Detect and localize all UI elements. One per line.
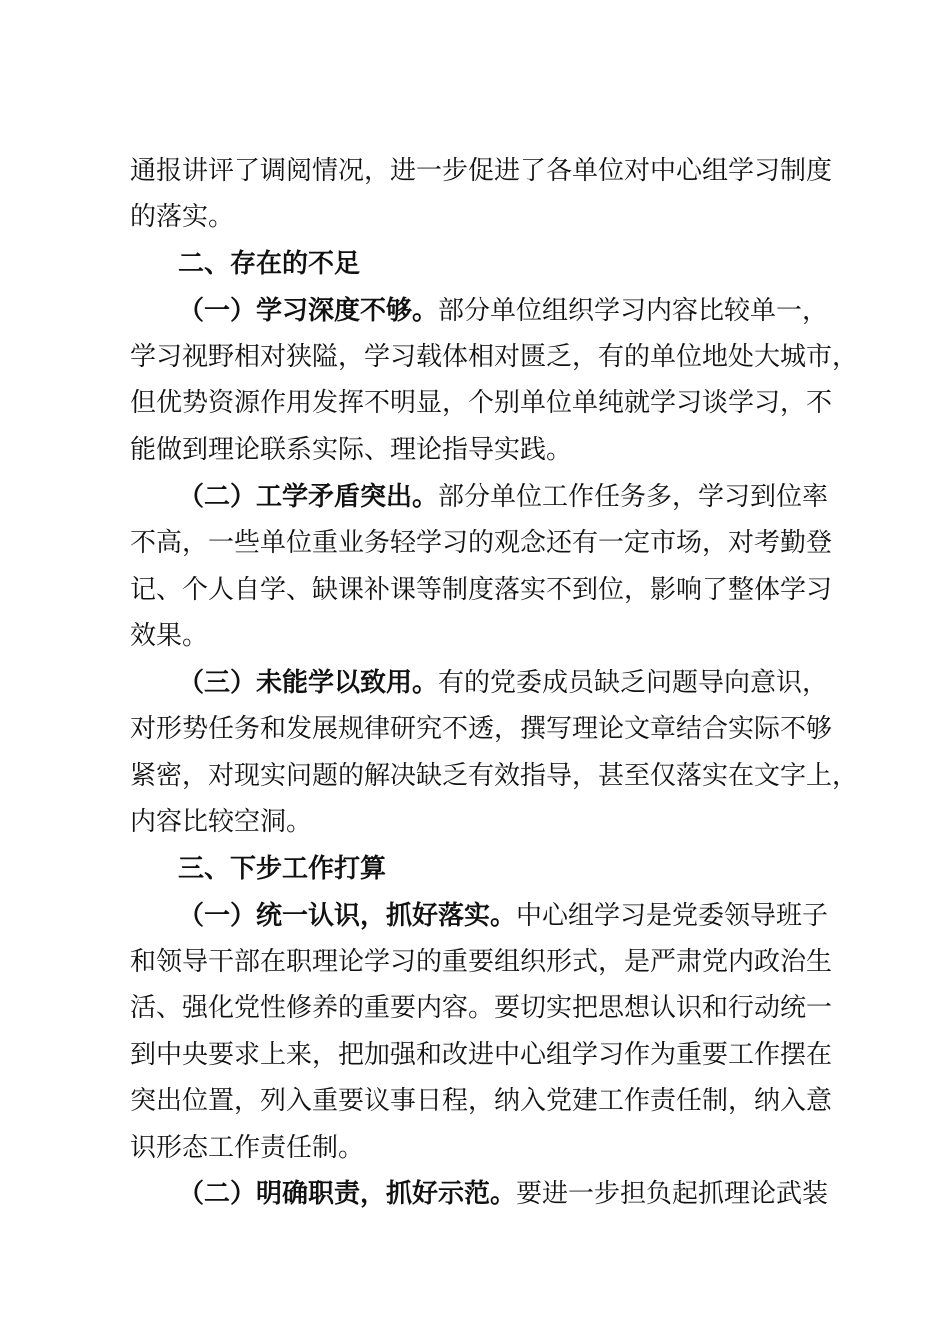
body-text: 有的党委成员缺乏问题导向意识， xyxy=(438,668,829,698)
body-text-line: 识形态工作责任制。 xyxy=(130,1133,365,1163)
paragraph-first-line xyxy=(178,665,828,701)
paragraph-lead: （一）学习深度不够。 xyxy=(178,296,439,326)
body-text-line: 不高，一些单位重业务轻学习的观念还有一定市场，对考勤登 xyxy=(130,528,833,558)
body-text: 部分单位工作任务多，学习到位率 xyxy=(438,482,829,512)
body-text-line: 和领导干部在职理论学习的重要组织形式，是严肃党内政治生 xyxy=(130,947,833,977)
section-heading: 三、下步工作打算 xyxy=(178,854,387,884)
body-text-line: 活、强化党性修养的重要内容。要切实把思想认识和行动统一 xyxy=(130,993,833,1023)
body-text-line: 记、个人自学、缺课补课等制度落实不到位，影响了整体学习 xyxy=(130,575,833,605)
paragraph-first-line xyxy=(178,479,828,515)
body-text-line: 对形势任务和发展规律研究不透，撰写理论文章结合实际不够 xyxy=(130,714,833,744)
body-text-line: 到中央要求上来，把加强和改进中心组学习作为重要工作摆在 xyxy=(130,1040,833,1070)
section-heading: 二、存在的不足 xyxy=(178,249,361,279)
paragraph-lead: （二）明确职责，抓好示范。 xyxy=(178,1179,517,1209)
paragraph-lead: （一）统一认识，抓好落实。 xyxy=(178,901,517,931)
paragraph-first-line xyxy=(178,898,828,934)
body-text-line: 的落实。 xyxy=(130,202,235,232)
body-text-line: 突出位置，列入重要议事日程，纳入党建工作责任制，纳入意 xyxy=(130,1086,833,1116)
paragraph-lead: （三）未能学以致用。 xyxy=(178,668,439,698)
body-text-line: 但优势资源作用发挥不明显，个别单位单纯就学习谈学习，不 xyxy=(130,388,833,418)
body-text-line: 学习视野相对狭隘，学习载体相对匮乏，有的单位地处大城市， xyxy=(130,342,859,372)
body-text: 要进一步担负起抓理论武装 xyxy=(516,1179,829,1209)
paragraph-first-line xyxy=(178,1176,828,1212)
body-text: 部分单位组织学习内容比较单一， xyxy=(438,296,829,326)
paragraph-first-line xyxy=(178,293,828,329)
paragraph-lead: （二）工学矛盾突出。 xyxy=(178,482,439,512)
body-text-line: 通报讲评了调阅情况，进一步促进了各单位对中心组学习制度 xyxy=(130,156,833,186)
body-text: 中心组学习是党委领导班子 xyxy=(516,901,829,931)
body-text-line: 效果。 xyxy=(130,621,209,651)
body-text-line: 能做到理论联系实际、理论指导实践。 xyxy=(130,435,573,465)
body-text-line: 内容比较空洞。 xyxy=(130,807,313,837)
body-text-line: 紧密，对现实问题的解决缺乏有效指导，甚至仅落实在文字上， xyxy=(130,761,859,791)
